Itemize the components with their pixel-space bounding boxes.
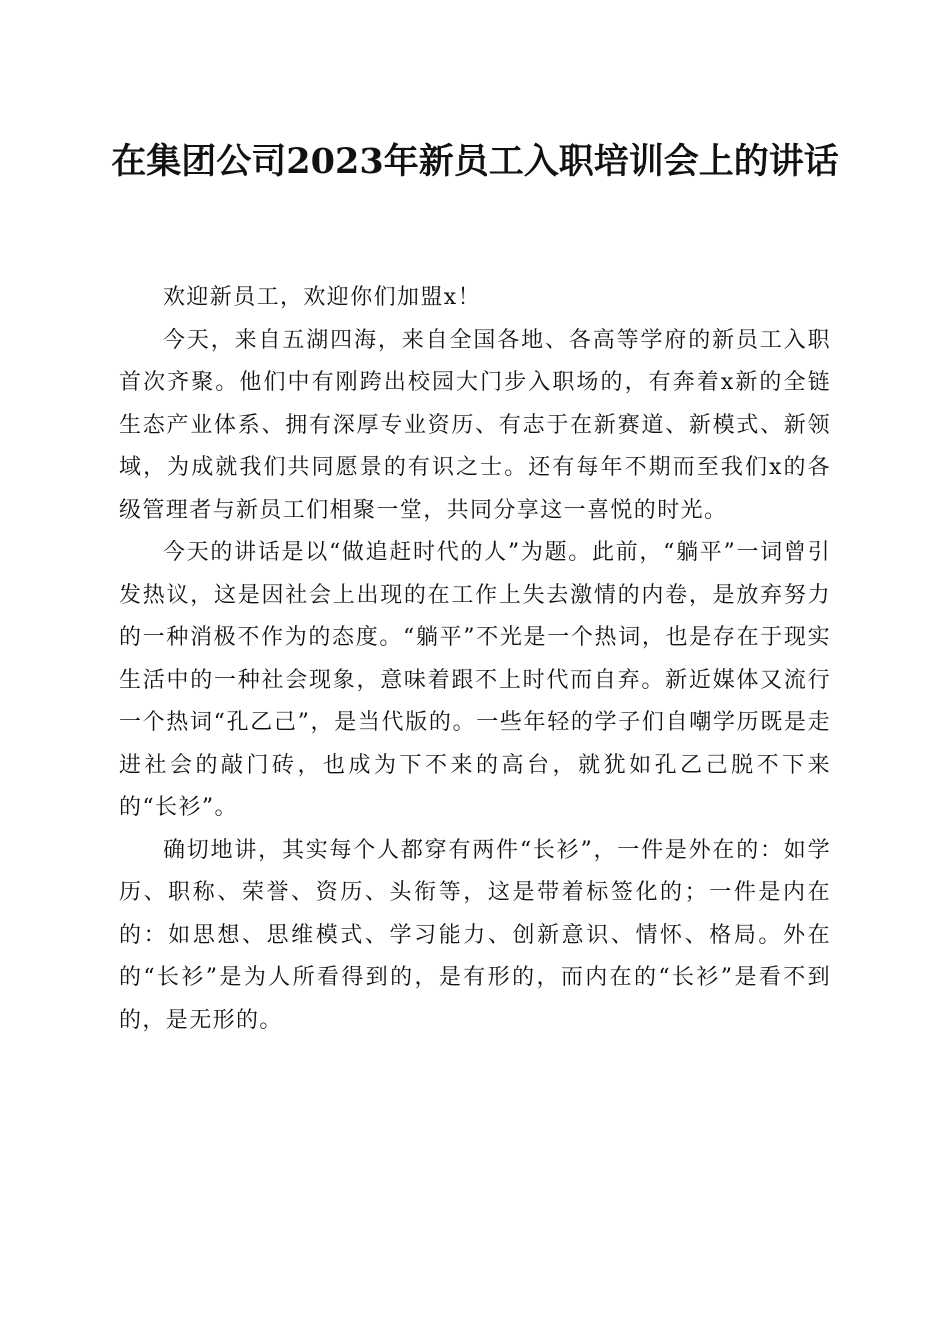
paragraph-welcome: 欢迎新员工，欢迎你们加盟x！ [163, 285, 482, 310]
document-title: 在集团公司2023年新员工入职培训会上的讲话 [111, 141, 839, 182]
paragraph-introduction: 今天，来自五湖四海，来自全国各地、各高等学府的新员工入职首次齐聚。他们中有刚跨出校园大门步入职场的，有奔着x新的全链生态产业体系、拥有深厚专业资历、有志于在新赛道、新模式、新领域，为成就我们共同愿景的有识之士。还有每年不期而至我们x的各级管理者与新员工们相聚一堂，共同分享这一喜悦的时光。 [119, 327, 831, 523]
paragraph-two-robes: 确切地讲，其实每个人都穿有两件“长衫”，一件是外在的：如学历、职称、荣誉、资历、头衔等，这是带着标签化的；一件是内在的：如思想、思维模式、学习能力、创新意识、情怀、格局。外在的“长衫”是为人所看得到的，是有形的，而内在的“长衫”是看不到的，是无形的。 [119, 837, 831, 1033]
document-body [119, 277, 831, 1042]
paragraph-theme: 今天的讲话是以“做追赶时代的人”为题。此前，“躺平”一词曾引发热议，这是因社会上出现的在工作上失去激情的内卷，是放弃努力的一种消极不作为的态度。“躺平”不光是一个热词，也是存在于现实生活中的一种社会现象，意味着跟不上时代而自弃。新近媒体又流行一个热词“孔乙己”，是当代版的。一些年轻的学子们自嘲学历既是走进社会的敲门砖，也成为下不来的高台，就犹如孔乙己脱不下来的“长衫”。 [119, 540, 831, 820]
